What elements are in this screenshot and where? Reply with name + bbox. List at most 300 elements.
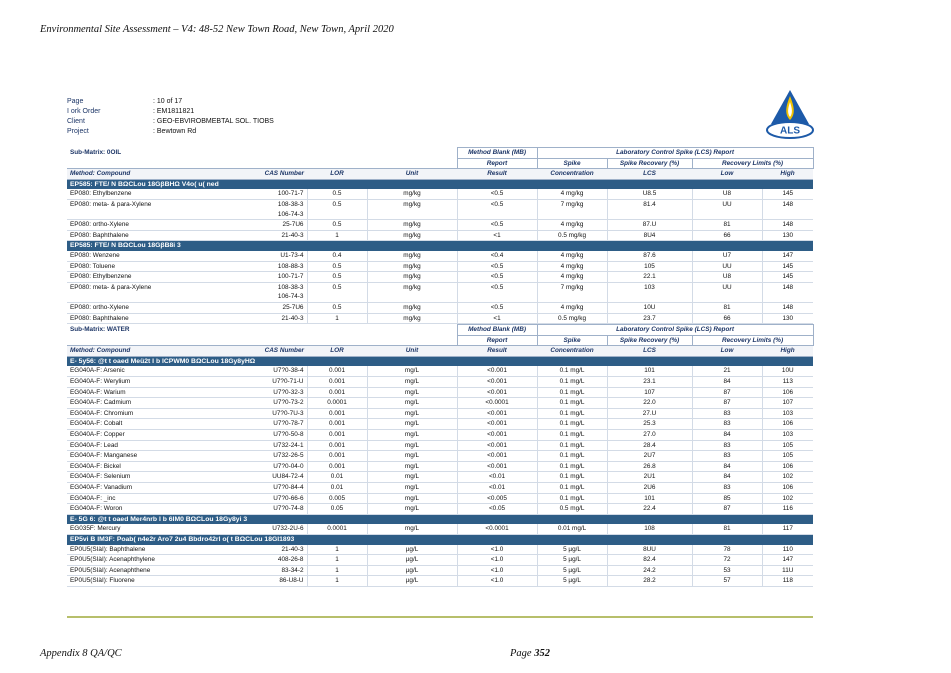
table-cell: 66 (692, 230, 762, 241)
method-group-title: EP5vi B IM3F: Poab( n4e2r Aro7 2u4 Bbdro42rl o( t ΒΩCLou 18GI1893 (67, 534, 813, 544)
table-cell: 0.1 mg/L (537, 387, 607, 398)
table-cell: 57 (692, 576, 762, 587)
table-cell: mg/kg (367, 199, 457, 219)
table-cell: EG040A-F: Lead (67, 440, 227, 451)
table-cell: 21-40-3 (227, 230, 307, 241)
table-cell: U1-73-4 (227, 251, 307, 261)
table-cell: U7?0-38-4 (227, 366, 307, 376)
table-cell: U8 (692, 189, 762, 199)
table-cell: EG040A-F: Warium (67, 387, 227, 398)
table-cell: EG040A-F: Woron (67, 504, 227, 515)
table-cell: 0.1 mg/L (537, 419, 607, 430)
column-header: High (762, 169, 813, 180)
table-cell: 105 (762, 451, 813, 462)
table-cell: 25-7U6 (227, 220, 307, 231)
table-cell: 84 (692, 377, 762, 388)
method-blank-header: Method Blank (MB) (457, 325, 537, 336)
table-cell: mg/kg (367, 302, 457, 313)
table-cell: 145 (762, 261, 813, 272)
table-cell: 108-38-3 106-74-3 (227, 199, 307, 219)
table-cell: 118 (762, 576, 813, 587)
table-row (67, 472, 813, 483)
column-header: Unit (367, 169, 457, 180)
table-cell: UU84-72-4 (227, 472, 307, 483)
table-cell: 0.1 mg/L (537, 472, 607, 483)
table-cell: 0.01 (307, 483, 367, 494)
table-cell: EG040A-F: _inc (67, 493, 227, 504)
table-cell: 8UU (607, 545, 692, 555)
table-cell: 106 (762, 419, 813, 430)
table-cell: <0.001 (457, 440, 537, 451)
table-cell: 0.001 (307, 387, 367, 398)
table-cell: U7?0-71-U (227, 377, 307, 388)
table-cell: 117 (762, 524, 813, 534)
meta-label: I ork Order (67, 108, 101, 115)
table-cell: mg/kg (367, 220, 457, 231)
table-cell: 0.5 (307, 282, 367, 302)
table-cell: 25.3 (607, 419, 692, 430)
table-cell: µg/L (367, 555, 457, 566)
table-row (67, 461, 813, 472)
table-cell: 0.001 (307, 430, 367, 441)
table-cell: 27.U (607, 408, 692, 419)
table-cell: 11U (762, 565, 813, 576)
table-cell: mg/L (367, 366, 457, 376)
table-cell: 82.4 (607, 555, 692, 566)
table-cell: 148 (762, 220, 813, 231)
table-row (67, 451, 813, 462)
table-row (67, 493, 813, 504)
method-group-title: E- 5G 6: @t t oaed Mer4nrb I b 6IM0 ΒΩCLou 18Gy8yi 3 (67, 514, 813, 524)
table-cell: 5 µg/L (537, 545, 607, 555)
table-cell: 100-71-7 (227, 272, 307, 283)
table-cell: 148 (762, 282, 813, 302)
table-cell: U7?0-74-8 (227, 504, 307, 515)
table-cell: 0.001 (307, 440, 367, 451)
table-cell: mg/L (367, 440, 457, 451)
table-cell: 106 (762, 483, 813, 494)
table-cell: UU (692, 261, 762, 272)
subheader-row (67, 158, 813, 169)
table-cell: 81.4 (607, 199, 692, 219)
footer-page: Page 352 (510, 648, 550, 659)
table-cell: 1 (307, 313, 367, 324)
column-header: CAS Number (227, 169, 307, 180)
table-cell: mg/L (367, 524, 457, 534)
table-cell: UU (692, 199, 762, 219)
table-cell: EP0U5(SIàI): Acenaphthene (67, 565, 227, 576)
table-cell: 103 (762, 408, 813, 419)
table-cell: <1.0 (457, 565, 537, 576)
table-cell: 105 (607, 261, 692, 272)
table-cell: 148 (762, 199, 813, 219)
table-cell: 21-40-3 (227, 545, 307, 555)
table-cell: 408-26-8 (227, 555, 307, 566)
table-row (67, 398, 813, 409)
table-row (67, 251, 813, 261)
column-header: Concentration (537, 169, 607, 180)
qc-section-table (67, 324, 814, 587)
table-cell: EP080: ortho-Xylene (67, 302, 227, 313)
table-cell: 10U (762, 366, 813, 376)
table-cell: 130 (762, 230, 813, 241)
table-cell: EG040A-F: Selenium (67, 472, 227, 483)
qc-section-table (67, 147, 814, 324)
table-cell: mg/L (367, 493, 457, 504)
table-cell: 83 (692, 408, 762, 419)
table-cell: 0.5 (307, 272, 367, 283)
table-cell: <0.5 (457, 282, 537, 302)
table-cell: <0.5 (457, 261, 537, 272)
table-cell: 1 (307, 576, 367, 587)
table-cell: 0.5 (307, 302, 367, 313)
column-header: LCS (607, 346, 692, 357)
column-header: LCS (607, 169, 692, 180)
table-cell: U8 (692, 272, 762, 283)
table-cell: mg/kg (367, 282, 457, 302)
table-cell: 81 (692, 220, 762, 231)
table-cell: UU (692, 282, 762, 302)
table-cell: 83 (692, 440, 762, 451)
table-cell: <0.001 (457, 366, 537, 376)
table-cell: <1.0 (457, 555, 537, 566)
table-cell: 0.1 mg/L (537, 483, 607, 494)
table-cell: 147 (762, 555, 813, 566)
table-cell: <0.01 (457, 472, 537, 483)
column-header: Concentration (537, 346, 607, 357)
table-cell: 130 (762, 313, 813, 324)
table-cell: mg/kg (367, 251, 457, 261)
table-cell: 0.001 (307, 461, 367, 472)
table-cell: 4 mg/kg (537, 302, 607, 313)
table-cell: U732-26-5 (227, 451, 307, 462)
column-header: Method: Compound (67, 346, 227, 357)
table-cell: mg/kg (367, 189, 457, 199)
column-header-row (67, 346, 813, 357)
meta-row (67, 117, 274, 127)
method-group-row (67, 534, 813, 544)
table-cell: EG040A-F: Werylium (67, 377, 227, 388)
table-cell: mg/L (367, 430, 457, 441)
table-row (67, 565, 813, 576)
table-cell: 0.1 mg/L (537, 461, 607, 472)
table-cell: 0.005 (307, 493, 367, 504)
logo-text: ALS (780, 125, 800, 137)
table-cell: 1 (307, 230, 367, 241)
column-header: Result (457, 346, 537, 357)
table-cell: U7?0-50-8 (227, 430, 307, 441)
table-cell: 106 (762, 461, 813, 472)
table-cell: 5 µg/L (537, 576, 607, 587)
table-cell: EG040A-F: Copper (67, 430, 227, 441)
table-cell: mg/L (367, 461, 457, 472)
table-cell: 0.5 (307, 220, 367, 231)
spike-label: Spike (537, 158, 607, 169)
table-cell: 5 µg/L (537, 555, 607, 566)
table-cell: 66 (692, 313, 762, 324)
spike-recovery-label: Spike Recovery (%) (607, 335, 692, 346)
table-cell: <0.001 (457, 451, 537, 462)
table-cell: U7?0-7U-3 (227, 408, 307, 419)
mb-report-label: Report (457, 158, 537, 169)
table-row (67, 504, 813, 515)
table-cell: 87 (692, 387, 762, 398)
table-cell: EP080: Baphthalene (67, 230, 227, 241)
table-row (67, 302, 813, 313)
method-group-row (67, 179, 813, 189)
spike-recovery-label: Spike Recovery (%) (607, 158, 692, 169)
table-cell: 110 (762, 545, 813, 555)
meta-value: : EM1811821 (153, 108, 195, 115)
table-row (67, 430, 813, 441)
submatrix-label: Sub-Matrix: 0OIL (70, 148, 122, 156)
table-cell: mg/L (367, 472, 457, 483)
table-cell: <0.001 (457, 461, 537, 472)
table-row (67, 576, 813, 587)
table-cell: 4 mg/kg (537, 272, 607, 283)
table-cell: <0.5 (457, 302, 537, 313)
table-cell: 4 mg/kg (537, 189, 607, 199)
table-cell: mg/L (367, 408, 457, 419)
table-cell: 102 (762, 472, 813, 483)
method-group-title: EP585: FTE/ N ΒΩCLou 18GβB8i 3 (67, 241, 813, 251)
method-group-row (67, 514, 813, 524)
table-cell: <0.05 (457, 504, 537, 515)
table-cell: 0.1 mg/L (537, 398, 607, 409)
table-cell: 107 (762, 398, 813, 409)
table-cell: 0.5 mg/L (537, 504, 607, 515)
table-row (67, 366, 813, 376)
table-cell: 107 (607, 387, 692, 398)
table-cell: U732-2U-6 (227, 524, 307, 534)
table-cell: 4 mg/kg (537, 261, 607, 272)
table-cell: 0.5 mg/kg (537, 230, 607, 241)
table-cell: 0.01 (307, 472, 367, 483)
table-cell: 108-88-3 (227, 261, 307, 272)
table-row (67, 282, 813, 302)
table-cell: mg/kg (367, 272, 457, 283)
table-cell: <0.4 (457, 251, 537, 261)
table-cell: µg/L (367, 576, 457, 587)
table-cell: <1.0 (457, 576, 537, 587)
table-cell: 2U6 (607, 483, 692, 494)
table-cell: 147 (762, 251, 813, 261)
recovery-limits-label: Recovery Limits (%) (692, 158, 813, 169)
table-cell: 101 (607, 493, 692, 504)
table-cell: 108-38-3 106-74-3 (227, 282, 307, 302)
table-cell: 0.1 mg/L (537, 493, 607, 504)
table-cell: 0.0001 (307, 398, 367, 409)
table-cell: 28.2 (607, 576, 692, 587)
method-group-title: EP585: FTE/ N ΒΩCLou 18GβBHΩ V4o( u( ned (67, 179, 813, 189)
table-cell: 0.001 (307, 451, 367, 462)
table-cell: 0.1 mg/L (537, 430, 607, 441)
table-cell: EG040A-F: Vanadium (67, 483, 227, 494)
table-cell: 23.7 (607, 313, 692, 324)
table-cell: EG040A-F: Cadmium (67, 398, 227, 409)
table-cell: 5 µg/L (537, 565, 607, 576)
table-cell: 4 mg/kg (537, 251, 607, 261)
table-cell: 106 (762, 387, 813, 398)
column-header: Unit (367, 346, 457, 357)
table-cell: 0.001 (307, 366, 367, 376)
table-cell: U7 (692, 251, 762, 261)
table-cell: <0.5 (457, 199, 537, 219)
table-cell: 145 (762, 189, 813, 199)
table-cell: 23.1 (607, 377, 692, 388)
table-cell: 78 (692, 545, 762, 555)
table-cell: 0.01 mg/L (537, 524, 607, 534)
table-cell: 0.001 (307, 419, 367, 430)
table-cell: mg/L (367, 483, 457, 494)
table-cell: mg/L (367, 419, 457, 430)
table-cell: 7 mg/kg (537, 282, 607, 302)
table-cell: 103 (762, 430, 813, 441)
table-cell: 148 (762, 302, 813, 313)
table-cell: EP080: Ethylbenzene (67, 189, 227, 199)
mb-report-label: Report (457, 335, 537, 346)
table-cell: 24.2 (607, 565, 692, 576)
table-cell: <0.0001 (457, 398, 537, 409)
table-cell: 8U4 (607, 230, 692, 241)
table-cell: EG035F: Mercury (67, 524, 227, 534)
table-cell: 87.6 (607, 251, 692, 261)
table-cell: EP080: meta- & para-Xylene (67, 282, 227, 302)
table-cell: U8.5 (607, 189, 692, 199)
submatrix-label: Sub-Matrix: WATER (70, 325, 130, 333)
table-cell: 87.U (607, 220, 692, 231)
table-cell: EG040A-F: Bickel (67, 461, 227, 472)
table-cell: 0.5 (307, 189, 367, 199)
meta-value: : GEO-EBVIROBMEBTAL SOL. TIOBS (153, 118, 274, 125)
table-cell: EG040A-F: Manganese (67, 451, 227, 462)
table-cell: <0.0001 (457, 524, 537, 534)
meta-row (67, 127, 274, 137)
table-cell: U7?0-78-7 (227, 419, 307, 430)
method-blank-header: Method Blank (MB) (457, 148, 537, 159)
table-cell: 83 (692, 483, 762, 494)
submatrix-row (67, 148, 813, 159)
table-cell: 87 (692, 504, 762, 515)
table-cell: 21 (692, 366, 762, 376)
table-cell: 0.4 (307, 251, 367, 261)
table-cell: 103 (607, 282, 692, 302)
table-cell: 83 (692, 451, 762, 462)
table-cell: <0.001 (457, 387, 537, 398)
table-cell: 100-71-7 (227, 189, 307, 199)
meta-value: : 10 of 17 (153, 98, 183, 105)
table-cell: 105 (762, 440, 813, 451)
table-cell: 81 (692, 524, 762, 534)
submatrix-row (67, 325, 813, 336)
table-cell: <0.5 (457, 220, 537, 231)
table-row (67, 220, 813, 231)
table-cell: 84 (692, 430, 762, 441)
table-cell: EP080: Toluene (67, 261, 227, 272)
als-logo (764, 86, 816, 140)
table-cell: 85 (692, 493, 762, 504)
table-row (67, 524, 813, 534)
table-cell: 22.4 (607, 504, 692, 515)
meta-row (67, 107, 274, 117)
table-cell: 0.1 mg/L (537, 408, 607, 419)
table-row (67, 272, 813, 283)
table-cell: U732-24-1 (227, 440, 307, 451)
table-cell: U7?0-73-2 (227, 398, 307, 409)
table-cell: 84 (692, 472, 762, 483)
table-cell: <0.5 (457, 272, 537, 283)
table-cell: 83 (692, 419, 762, 430)
table-cell: EG040A-F: Chromium (67, 408, 227, 419)
lcs-report-header: Laboratory Control Spike (LCS) Report (537, 325, 813, 336)
table-cell: EP080: ortho-Xylene (67, 220, 227, 231)
table-cell: 83-34-2 (227, 565, 307, 576)
table-cell: 113 (762, 377, 813, 388)
spike-label: Spike (537, 335, 607, 346)
table-cell: 0.05 (307, 504, 367, 515)
table-cell: <0.001 (457, 377, 537, 388)
lcs-report-header: Laboratory Control Spike (LCS) Report (537, 148, 813, 159)
table-row (67, 377, 813, 388)
table-cell: 0.5 (307, 261, 367, 272)
table-row (67, 387, 813, 398)
table-cell: mg/kg (367, 313, 457, 324)
table-cell: 108 (607, 524, 692, 534)
table-row (67, 408, 813, 419)
table-cell: EP0U5(SIàI): Baphthalene (67, 545, 227, 555)
table-cell: EP080: meta- & para-Xylene (67, 199, 227, 219)
table-cell: 0.001 (307, 408, 367, 419)
column-header: CAS Number (227, 346, 307, 357)
column-header: Result (457, 169, 537, 180)
table-cell: <1 (457, 313, 537, 324)
table-cell: 4 mg/kg (537, 220, 607, 231)
table-cell: EP080: Ethylbenzene (67, 272, 227, 283)
meta-row (67, 97, 274, 107)
table-row (67, 313, 813, 324)
table-cell: 1 (307, 565, 367, 576)
column-header: High (762, 346, 813, 357)
meta-value: : Bewtown Rd (153, 128, 197, 135)
table-cell: EG040A-F: Cobalt (67, 419, 227, 430)
table-cell: mg/kg (367, 230, 457, 241)
table-cell: EG040A-F: Arsenic (67, 366, 227, 376)
method-group-row (67, 241, 813, 251)
table-cell: mg/L (367, 377, 457, 388)
table-cell: 53 (692, 565, 762, 576)
table-row (67, 483, 813, 494)
table-cell: <1 (457, 230, 537, 241)
table-cell: U7?0-84-4 (227, 483, 307, 494)
table-cell: <0.001 (457, 419, 537, 430)
table-cell: <0.5 (457, 189, 537, 199)
table-cell: 0.1 mg/L (537, 366, 607, 376)
column-header-row (67, 169, 813, 180)
column-header: Method: Compound (67, 169, 227, 180)
table-cell: mg/L (367, 398, 457, 409)
table-row (67, 545, 813, 555)
table-cell: 101 (607, 366, 692, 376)
table-row (67, 199, 813, 219)
table-cell: 0.001 (307, 377, 367, 388)
table-cell: 72 (692, 555, 762, 566)
table-cell: 0.1 mg/L (537, 451, 607, 462)
table-cell: mg/kg (367, 261, 457, 272)
report-meta (67, 97, 274, 137)
table-cell: 7 mg/kg (537, 199, 607, 219)
table-cell: 22.1 (607, 272, 692, 283)
column-header: LOR (307, 346, 367, 357)
